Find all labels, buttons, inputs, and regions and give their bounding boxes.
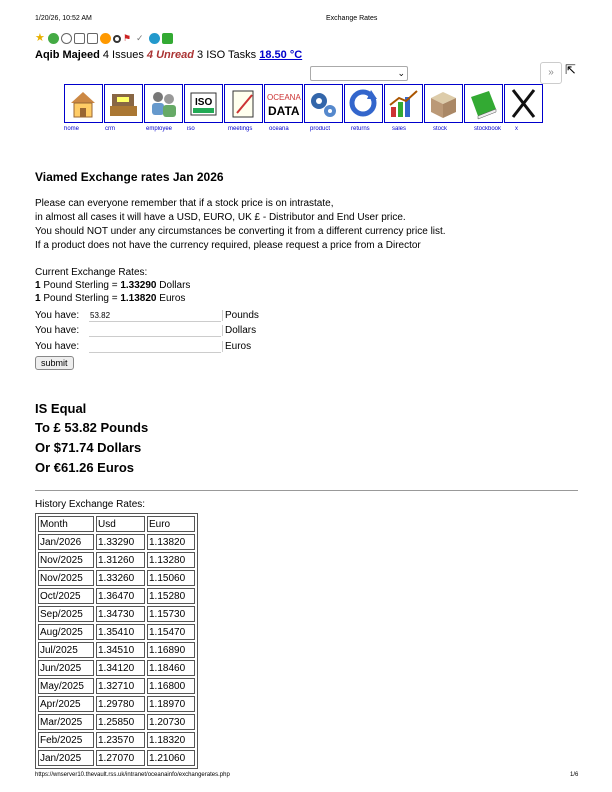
divider — [35, 490, 578, 491]
table-row — [38, 606, 195, 622]
iso-icon — [185, 85, 222, 122]
table-cell: 1.15280 — [147, 588, 195, 604]
table-cell: 1.16800 — [147, 678, 195, 694]
result-line-4: Or €61.26 Euros — [35, 460, 134, 475]
notice-line-3: You should NOT under any circumstances be converting it from a different currency price list. — [35, 226, 446, 237]
table-cell: Sep/2025 — [38, 606, 94, 622]
table-header-row — [38, 516, 195, 532]
issues-count: 4 — [102, 49, 109, 61]
quick-icons-bar — [35, 33, 173, 44]
page-title: Exchange Rates — [326, 15, 378, 22]
rate-eur-qty: 1 — [35, 293, 41, 304]
house-icon — [65, 85, 102, 122]
page-heading: Viamed Exchange rates Jan 2026 — [35, 170, 224, 184]
table-cell: 1.16890 — [147, 642, 195, 658]
footer-url: https://wnserver10.thevault.rss.uk/intranet/oceanainfo/exchangerates.php — [35, 772, 230, 778]
table-cell: 1.25850 — [96, 714, 145, 730]
table-cell: Nov/2025 — [38, 552, 94, 568]
table-cell: 1.13280 — [147, 552, 195, 568]
current-rates-title: Current Exchange Rates: — [35, 267, 148, 278]
table-cell: Nov/2025 — [38, 570, 94, 586]
table-row — [38, 732, 195, 748]
box-icon — [425, 85, 462, 122]
cash-register-icon — [105, 85, 142, 122]
table-row — [38, 714, 195, 730]
table-row — [38, 750, 195, 766]
table-row — [38, 678, 195, 694]
user-status-line — [35, 49, 302, 61]
table-header-cell: Euro — [147, 516, 195, 532]
history-table — [35, 513, 198, 769]
euros-label: Euros — [222, 341, 251, 352]
you-have-label: You have: — [35, 341, 80, 352]
nav-sales[interactable] — [384, 84, 423, 123]
table-row — [38, 624, 195, 640]
euros-input[interactable] — [89, 340, 221, 353]
open-external-icon[interactable]: ⇱ — [565, 62, 576, 77]
table-cell: 1.18460 — [147, 660, 195, 676]
table-cell: 1.36470 — [96, 588, 145, 604]
nav-bar — [64, 84, 543, 123]
nav-stock[interactable] — [424, 84, 463, 123]
result-line-3: Or $71.74 Dollars — [35, 440, 142, 455]
expand-button[interactable]: » — [540, 62, 562, 84]
refresh-icon — [345, 85, 382, 122]
notice-line-2: in almost all cases it will have a USD, EURO, UK £ - Distributor and End User price. — [35, 212, 406, 223]
table-cell: 1.18320 — [147, 732, 195, 748]
star-icon[interactable]: ★ — [35, 32, 45, 44]
result-line-1: IS Equal — [35, 401, 87, 416]
unread-count[interactable]: 4 Unread — [146, 49, 194, 61]
copy-icon[interactable] — [87, 33, 98, 44]
table-row — [38, 588, 195, 604]
nav-label-stockbook[interactable]: stockbook — [474, 126, 502, 132]
table-cell: May/2025 — [38, 678, 94, 694]
nav-label-product[interactable]: product — [310, 126, 331, 132]
nav-home[interactable] — [64, 84, 103, 123]
rate-eur-unit: Euros — [159, 293, 186, 304]
book-icon — [465, 85, 502, 122]
table-header-cell: Month — [38, 516, 94, 532]
rate-usd-qty: 1 — [35, 280, 41, 291]
svg-text:DATA: DATA — [268, 104, 300, 118]
nav-label-sales[interactable]: sales — [392, 126, 407, 132]
rate-usd-value: 1.33290 — [120, 280, 157, 291]
result-line-2: To £ 53.82 Pounds — [35, 420, 149, 435]
table-cell: 1.35410 — [96, 624, 145, 640]
nav-label-oceana[interactable]: oceana — [269, 126, 289, 132]
gears-icon — [305, 85, 342, 122]
table-cell: 1.20730 — [147, 714, 195, 730]
form-row-euros — [35, 340, 251, 353]
table-cell: 1.23570 — [96, 732, 145, 748]
table-cell: 1.15470 — [147, 624, 195, 640]
table-cell: Jun/2025 — [38, 660, 94, 676]
nav-label-home[interactable]: home — [64, 126, 80, 132]
table-cell: 1.15060 — [147, 570, 195, 586]
site-select[interactable] — [310, 66, 408, 81]
table-row — [38, 642, 195, 658]
nav-label-meetings[interactable]: meetings — [228, 126, 253, 132]
check-icon[interactable]: ✓ — [136, 33, 144, 43]
table-cell: 1.31260 — [96, 552, 145, 568]
nav-iso[interactable] — [184, 84, 223, 123]
user-name: Aqib Majeed — [35, 49, 100, 61]
table-cell: Feb/2025 — [38, 732, 94, 748]
rate-usd — [35, 279, 190, 292]
nav-product[interactable] — [304, 84, 343, 123]
print-datetime: 1/20/26, 10:52 AM — [35, 15, 92, 22]
table-cell: 1.34730 — [96, 606, 145, 622]
table-cell: Jan/2026 — [38, 534, 94, 550]
table-header-cell: Usd — [96, 516, 145, 532]
table-cell: 1.21060 — [147, 750, 195, 766]
issues-label: Issues — [112, 49, 144, 61]
notepad-icon — [225, 85, 262, 122]
nav-meetings[interactable] — [224, 84, 263, 123]
form-row-pounds — [35, 309, 259, 322]
table-cell: Apr/2025 — [38, 696, 94, 712]
pounds-input[interactable] — [89, 309, 221, 322]
rate-usd-text: Pound Sterling = — [43, 280, 118, 291]
notice-line-1: Please can everyone remember that if a stock price is on intrastate, — [35, 198, 334, 209]
table-cell: Aug/2025 — [38, 624, 94, 640]
table-cell: Oct/2025 — [38, 588, 94, 604]
nav-labels — [64, 126, 555, 132]
table-cell: 1.13820 — [147, 534, 195, 550]
wheel-icon[interactable] — [113, 35, 121, 43]
nav-oceana[interactable] — [264, 84, 303, 123]
table-row — [38, 552, 195, 568]
table-row — [38, 534, 195, 550]
temperature-link[interactable]: 18.50 °C — [259, 49, 303, 61]
dollars-input[interactable] — [89, 324, 221, 337]
people-icon — [145, 85, 182, 122]
svg-text:OCEANA: OCEANA — [267, 93, 301, 102]
table-row — [38, 660, 195, 676]
table-cell: 1.29780 — [96, 696, 145, 712]
submit-button[interactable]: submit — [35, 356, 74, 370]
smiley-icon[interactable] — [100, 33, 111, 44]
iso-tasks-label: ISO Tasks — [206, 49, 257, 61]
table-cell: Mar/2025 — [38, 714, 94, 730]
nav-label-crm[interactable]: crm — [105, 126, 115, 132]
nav-returns[interactable] — [344, 84, 383, 123]
table-cell: 1.34510 — [96, 642, 145, 658]
table-cell: 1.15730 — [147, 606, 195, 622]
nav-label-returns[interactable]: returns — [351, 126, 370, 132]
nav-label-iso[interactable]: iso — [187, 126, 195, 132]
table-row — [38, 696, 195, 712]
footer-page: 1/6 — [570, 772, 579, 778]
nav-stockbook[interactable] — [464, 84, 503, 123]
globe-icon[interactable] — [48, 33, 59, 44]
iso-count: 3 — [197, 49, 204, 61]
dollars-label: Dollars — [222, 325, 256, 336]
table-row — [38, 570, 195, 586]
pounds-label: Pounds — [222, 310, 259, 321]
table-cell: 1.34120 — [96, 660, 145, 676]
flower-icon[interactable] — [61, 33, 72, 44]
table-cell: 1.33260 — [96, 570, 145, 586]
nav-crm[interactable] — [104, 84, 143, 123]
rate-eur-text: Pound Sterling = — [43, 293, 118, 304]
table-cell: 1.18970 — [147, 696, 195, 712]
table-cell: Jan/2025 — [38, 750, 94, 766]
calculator-icon[interactable] — [74, 33, 85, 44]
you-have-label: You have: — [35, 325, 80, 336]
rate-eur-value: 1.13820 — [120, 293, 157, 304]
form-row-dollars — [35, 324, 256, 337]
nav-x[interactable] — [504, 84, 543, 123]
you-have-label: You have: — [35, 310, 80, 321]
rate-usd-unit: Dollars — [159, 280, 191, 291]
rate-eur — [35, 292, 185, 305]
nav-label-x[interactable]: x — [515, 126, 518, 132]
oceana-data-icon — [265, 85, 302, 122]
nav-employee[interactable] — [144, 84, 183, 123]
table-cell: 1.32710 — [96, 678, 145, 694]
table-cell: 1.27070 — [96, 750, 145, 766]
history-title: History Exchange Rates: — [35, 499, 146, 510]
nav-label-employee[interactable]: employee — [146, 126, 173, 132]
shop-icon[interactable] — [162, 33, 173, 44]
x-icon — [505, 85, 542, 122]
notice-line-4: If a product does not have the currency required, please request a price from a Director — [35, 240, 421, 251]
clock-icon[interactable] — [149, 33, 160, 44]
table-cell: Jul/2025 — [38, 642, 94, 658]
sales-chart-icon — [385, 85, 422, 122]
nav-label-stock[interactable]: stock — [433, 126, 448, 132]
flag-icon[interactable]: ⚑ — [123, 33, 132, 43]
svg-text:ISO: ISO — [195, 97, 213, 108]
chevron-down-icon: ⌄ — [397, 68, 405, 78]
table-cell: 1.33290 — [96, 534, 145, 550]
